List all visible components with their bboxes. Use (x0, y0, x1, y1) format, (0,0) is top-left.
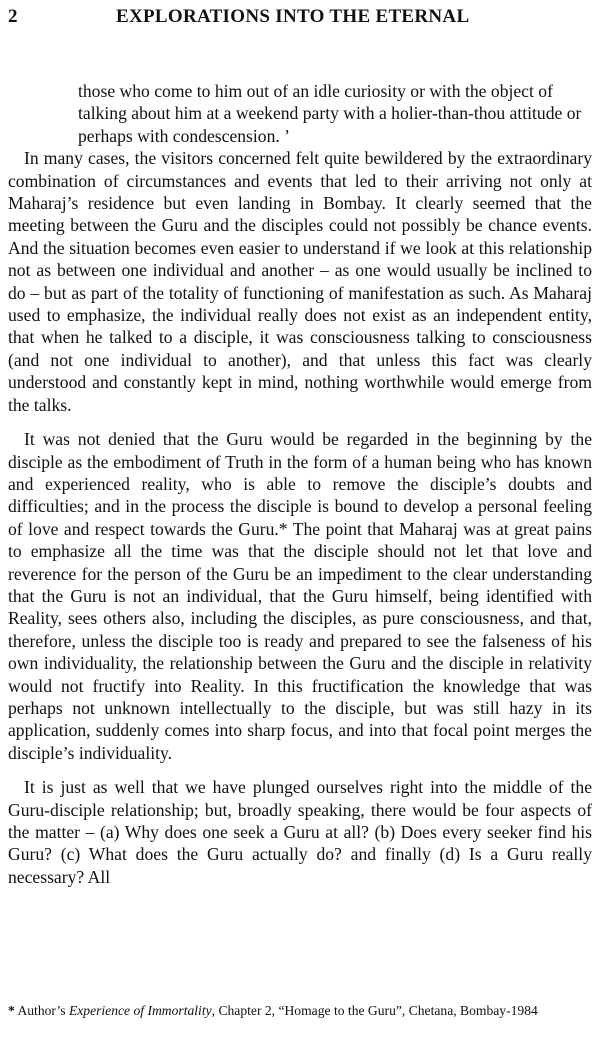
page-number: 2 (8, 6, 18, 27)
footnote (8, 1002, 592, 1020)
paragraph-1: In many cases, the visitors concerned felt quite bewildered by the extraordinary combination of circumstances and events that led to their arriving not only at Maharaj’s residence but even landing in Bombay. It clearly seemed that the meeting between the Guru and the disciples could not possibly be chance events. And the situation becomes even easier to understand if we look at this relationship not as between one individual and another – as one would usually be inclined to do – but as part of the totality of functioning of manifestation as such. As Maharaj used to emphasize, the individual really does not exist as an independent entity, that when he talked to a disciple, it was consciousness talking to consciousness (and not one individual to another), and that unless this fact was clearly understood and constantly kept in mind, nothing worthwhile would emerge from the talks. (8, 148, 592, 415)
footnote-mark: * (8, 1003, 15, 1018)
block-quote: those who come to him out of an idle curiosity or with the object of talking about him at a weekend party with a holier-than-thou attitude or perhaps with condescension. ’ (78, 81, 582, 146)
footnote-book-title: Experience of Immortality (68, 1003, 212, 1018)
body-text (8, 80, 592, 888)
paragraph-2: It was not denied that the Guru would be regarded in the beginning by the disciple as the embodiment of Truth in the form of a human being who has known and experienced reality, who is able to remove the disciple’s doubts and difficulties; and in the process the disciple is bound to develop a personal feeling of love and respect towards the Guru.* The point that Maharaj was at great pains to emphasize all the time was that the disciple should not let that love and reverence for the person of the Guru be an impediment to the clear understanding that the Guru is not an individual, that the Guru himself, being identified with Reality, sees others also, including the disciples, as pure consciousness, and that, therefore, unless the disciple too is ready and prepared to see the falseness of his own individuality, the relationship between the Guru and the disciple in relativity would not fructify into Reality. In this fructification the knowledge that was perhaps not unknown intellectually to the disciple, but was still hazy in its application, suddenly comes into sharp focus, and into that focal point merges the disciple’s individuality. (8, 429, 592, 763)
footnote-prefix: Author’s (14, 1003, 69, 1018)
page-header (8, 6, 592, 32)
paragraph-3: It is just as well that we have plunged ourselves right into the middle of the Guru-disciple relationship; but, broadly speaking, there would be four aspects of the matter – (a) Why does one seek a Guru at all? (b) Does every seeker find his Guru? (c) What does the Guru actually do? and finally (d) Is a Guru really necessary? All (8, 777, 592, 887)
running-title: EXPLORATIONS INTO THE ETERNAL (116, 6, 470, 27)
footnote-suffix: , Chapter 2, “Homage to the Guru”, Chetana, Bombay-1984 (211, 1003, 538, 1018)
